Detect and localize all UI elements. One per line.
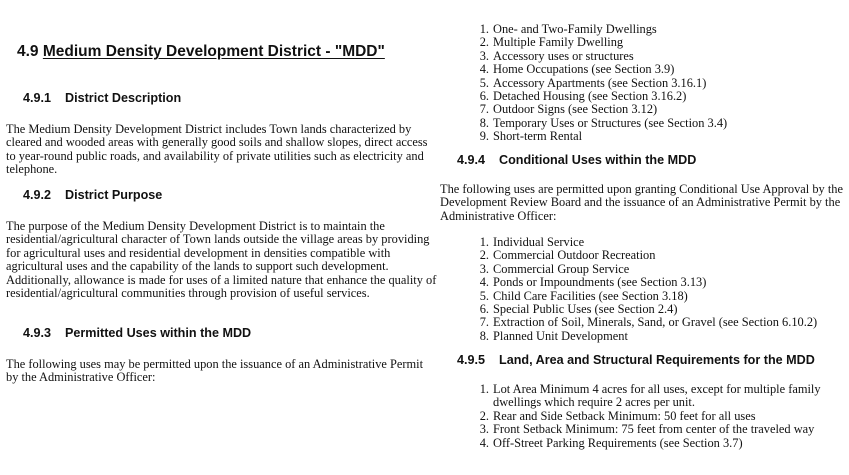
- heading-number: 4.9.4: [457, 153, 486, 167]
- section-number: 4.9: [17, 43, 39, 60]
- heading-number: 4.9.3: [23, 326, 52, 340]
- list-item: 6. Detached Housing (see Section 3.16.2): [479, 89, 687, 104]
- list-item: 7. Outdoor Signs (see Section 3.12): [479, 102, 658, 117]
- list-item: 4. Ponds or Impoundments (see Section 3.13): [479, 275, 707, 290]
- heading-conditional-uses: [457, 153, 696, 167]
- district-description-text: The Medium Density Development District includes Town lands characterized by cleared and wooded areas with generally good soils and shallow slopes, direct access to year-round public roads, and availability of private utilities such as electricity and telephone.: [6, 122, 428, 177]
- list-item: 1. Individual Service: [479, 235, 585, 249]
- conditional-uses-list: [475, 236, 847, 343]
- list-item: 3. Commercial Group Service: [479, 261, 630, 276]
- heading-title: Permitted Uses within the MDD: [65, 326, 252, 340]
- heading-district-purpose: [23, 188, 162, 202]
- district-purpose-text: The purpose of the Medium Density Development District is to maintain the residential/agricultural character of Town lands outside the village areas by providing for agricultural uses and residential development in densities compatible with agricultural uses and the capability of the lands to support such development. Additionally, allowance is made for uses of a limited nature that enhance the quality of residential/agricultural communities through provision of useful services.: [6, 219, 437, 301]
- list-item: 1. One- and Two-Family Dwellings: [479, 22, 657, 36]
- heading-permitted-uses: [23, 326, 251, 340]
- list-item: 6. Special Public Uses (see Section 2.4): [479, 302, 678, 317]
- heading-title: District Purpose: [65, 188, 163, 202]
- heading-land-area-requirements: [457, 353, 815, 367]
- section-title: Medium Density Development District - "MDD": [42, 43, 385, 60]
- heading-number: 4.9.5: [457, 353, 486, 367]
- list-item: 5. Child Care Facilities (see Section 3.18): [479, 288, 688, 303]
- list-item: 2. Multiple Family Dwelling: [479, 35, 624, 50]
- permitted-uses-intro: The following uses may be permitted upon the issuance of an Administrative Permit by the Administrative Officer:: [6, 357, 424, 385]
- heading-title: Conditional Uses within the MDD: [499, 153, 697, 167]
- heading-number: 4.9.1: [23, 91, 52, 105]
- heading-title: Land, Area and Structural Requirements for the MDD: [499, 353, 815, 367]
- list-item: 4. Home Occupations (see Section 3.9): [479, 62, 675, 77]
- section-heading: [17, 43, 385, 61]
- list-item: 5. Accessory Apartments (see Section 3.16.1): [479, 75, 707, 90]
- list-item: 8. Temporary Uses or Structures (see Section 3.4): [479, 115, 728, 130]
- list-item: 3. Accessory uses or structures: [479, 48, 634, 63]
- heading-district-description: [23, 91, 181, 105]
- heading-title: District Description: [65, 91, 182, 105]
- list-item: 9. Short-term Rental: [479, 129, 583, 144]
- list-item: 4. Off-Street Parking Requirements (see Section 3.7): [479, 435, 743, 450]
- list-item: 2. Rear and Side Setback Minimum: 50 feet for all uses: [479, 408, 756, 423]
- heading-number: 4.9.2: [23, 188, 52, 202]
- list-item: 2. Commercial Outdoor Recreation: [479, 248, 656, 263]
- permitted-uses-list: [475, 23, 847, 144]
- list-item: 8. Planned Unit Development: [479, 328, 628, 343]
- conditional-uses-intro: The following uses are permitted upon granting Conditional Use Approval by the Development Review Board and the issuance of an Administrative Permit by the Administrative Officer:: [440, 182, 843, 223]
- list-item: 3. Front Setback Minimum: 75 feet from center of the traveled way: [479, 422, 815, 437]
- list-item: 7. Extraction of Soil, Minerals, Sand, or Gravel (see Section 6.10.2): [479, 315, 818, 330]
- requirements-list: [475, 383, 847, 450]
- list-item: 1. Lot Area Minimum 4 acres for all uses, except for multiple family dwellings which require 2 acres per unit.: [479, 382, 821, 410]
